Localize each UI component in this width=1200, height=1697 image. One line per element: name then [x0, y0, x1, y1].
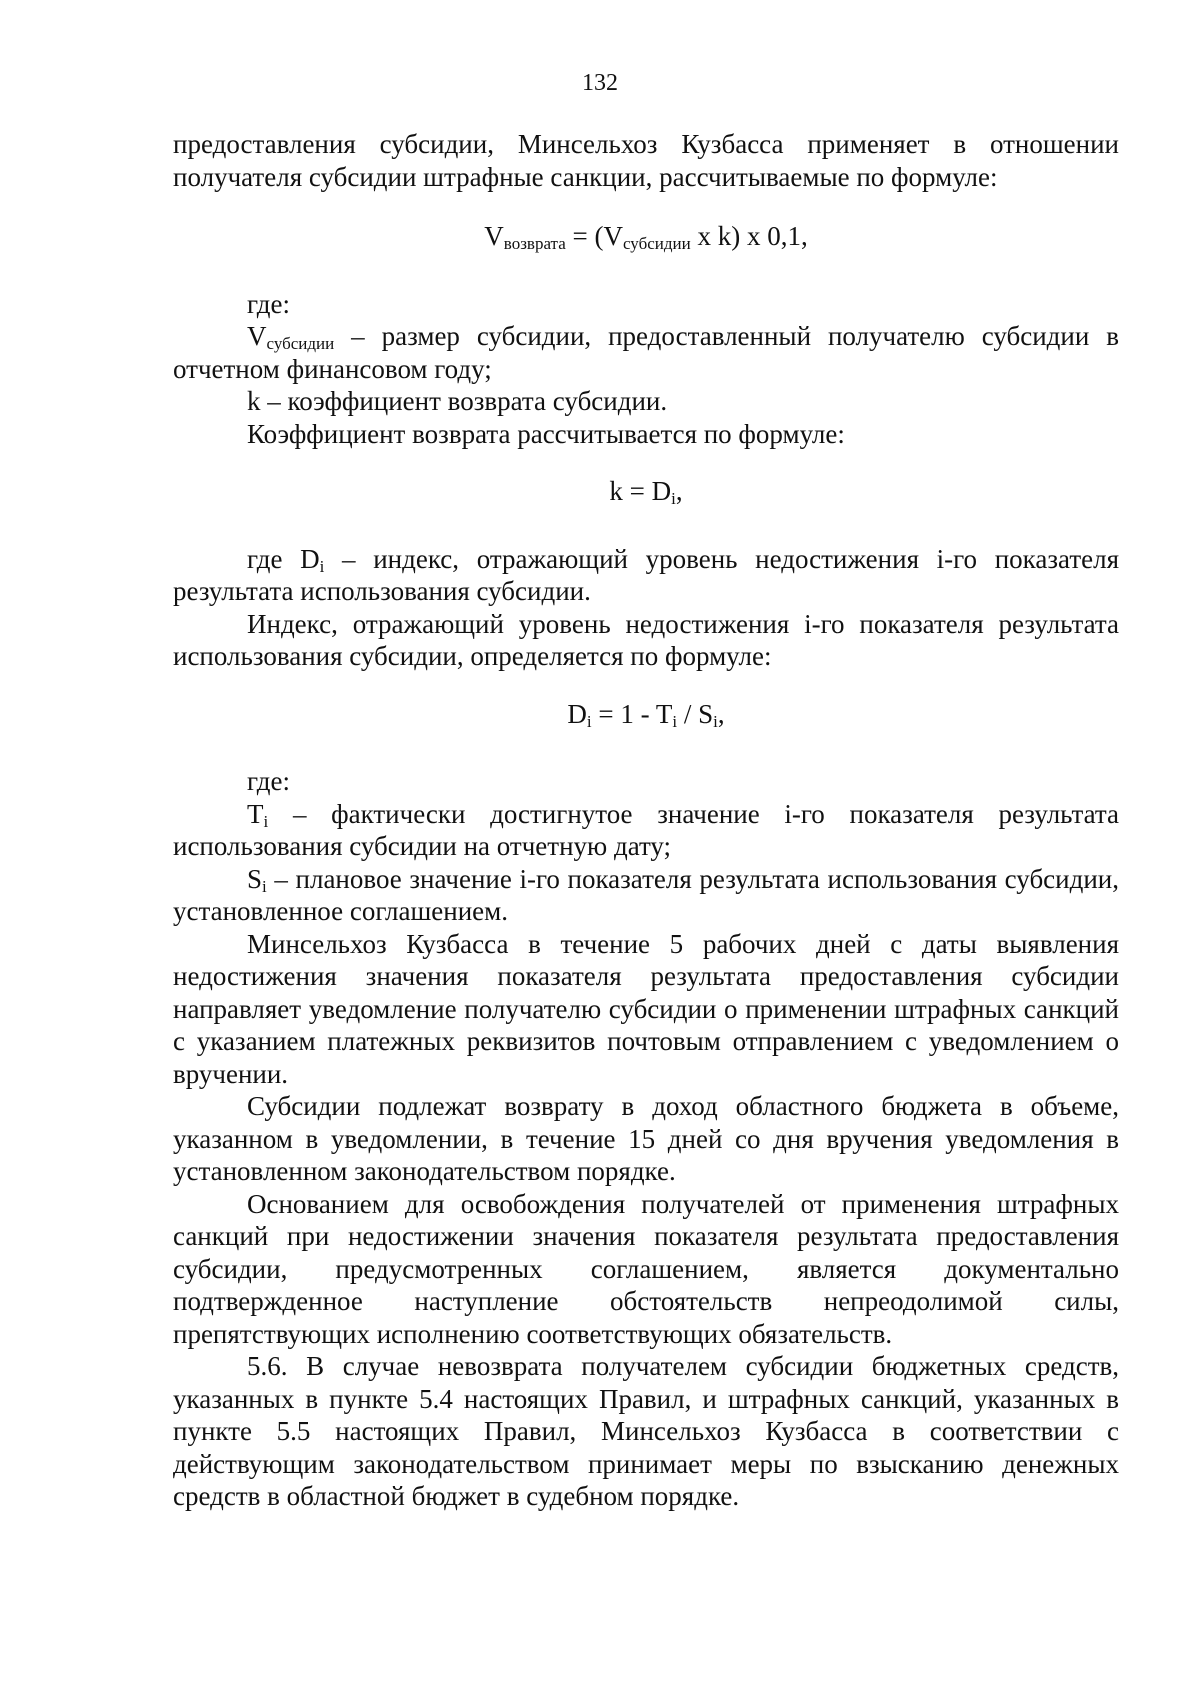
formula-sub-subsidy: субсидии: [622, 234, 691, 253]
definition-k: k – коэффициент возврата субсидии.: [247, 386, 668, 416]
where-label-1: где:: [247, 288, 290, 319]
formula-d: [173, 698, 1119, 731]
definition-v-subsidy: [173, 320, 1119, 385]
definition-d: [173, 543, 1119, 608]
document-body: [173, 128, 1119, 1513]
page-number: 132: [582, 70, 618, 96]
formula-d-tail: ,: [717, 698, 725, 729]
paragraph-5-6: 5.6. В случае невозврата получателем субсидии бюджетных средств, указанных в пункте 5.4 настоящих Правил, и штрафных санкций, указанных в пункте 5.5 настоящих Правил, Минсельхоз Кузбасса в соответствии с действующим законодательством принимает меры по взысканию денежных средств в областной бюджет в судебном порядке.: [173, 1351, 1119, 1511]
definition-s: [173, 863, 1119, 928]
formula-k-sub: i: [671, 489, 676, 508]
formula-d-sub2: i: [672, 711, 678, 731]
formula-k-tail: ,: [675, 476, 683, 506]
def-t-sub: i: [263, 811, 269, 831]
def-t-symbol: T: [247, 798, 264, 829]
def-s-text: – плановое значение i-го показателя результата использования субсидии, установленное соглашением.: [173, 863, 1119, 926]
formula-return-volume: [173, 220, 1119, 253]
formula-sub-return: возврата: [503, 234, 566, 253]
where-label-2: где:: [247, 766, 290, 796]
formula-k-lhs: k = D: [609, 476, 672, 506]
formula-d-symbol: D: [567, 698, 587, 729]
formula-d-sub1: i: [586, 711, 592, 731]
definition-t: [173, 798, 1119, 863]
def-d-sub: i: [319, 556, 325, 576]
paragraph-k-intro: Коэффициент возврата рассчитывается по формуле:: [247, 418, 845, 449]
def-symbol: V: [247, 321, 267, 351]
formula-d-sub3: i: [713, 711, 718, 731]
formula-symbol-v: V: [484, 221, 504, 251]
formula-tail: x k) x 0,1,: [690, 221, 808, 251]
def-s-sub: i: [262, 876, 267, 896]
def-s-symbol: S: [247, 863, 263, 894]
paragraph-force-majeure: Основанием для освобождения получателей от применения штрафных санкций при недостижении значения показателя результата предоставления субсидии, предусмотренных соглашением, является документально подтвержденное наступление обстоятельств непреодолимой силы, препятствующих исполнению соответствующих обязательств.: [173, 1188, 1119, 1349]
formula-d-mid1: = 1 - T: [591, 698, 673, 729]
def-sub: субсидии: [266, 334, 335, 353]
paragraph-notice: Минсельхоз Кузбасса в течение 5 рабочих дней с даты выявления недостижения значения показателя результата предоставления субсидии направляет уведомление получателю субсидии о применении штрафных санкций с указанием платежных реквизитов почтовым отправлением с уведомлением о вручении.: [173, 928, 1119, 1089]
formula-d-mid2: / S: [677, 698, 714, 729]
def-d-text: – индекс, отражающий уровень недостижения i-го показателя результата использования субсидии.: [173, 543, 1120, 606]
def-d-pre: где D: [247, 543, 320, 574]
def-t-text: – фактически достигнутое значение i-го показателя результата использования субсидии на отчетную дату;: [173, 798, 1119, 861]
formula-mid: = (V: [565, 221, 623, 251]
paragraph-return: Субсидии подлежат возврату в доход областного бюджета в объеме, указанном в уведомлении, в течение 15 дней со дня вручения уведомления в установленном законодательством порядке.: [173, 1091, 1119, 1186]
paragraph-d-intro: Индекс, отражающий уровень недостижения i-го показателя результата использования субсидии, определяется по формуле:: [173, 608, 1119, 671]
paragraph-penalty-intro: предоставления субсидии, Минсельхоз Кузбасса применяет в отношении получателя субсидии штрафные санкции, рассчитываемые по формуле:: [173, 129, 1119, 192]
formula-k: [173, 475, 1119, 508]
def-text: – размер субсидии, предоставленный получателю субсидии в отчетном финансовом году;: [173, 321, 1119, 384]
